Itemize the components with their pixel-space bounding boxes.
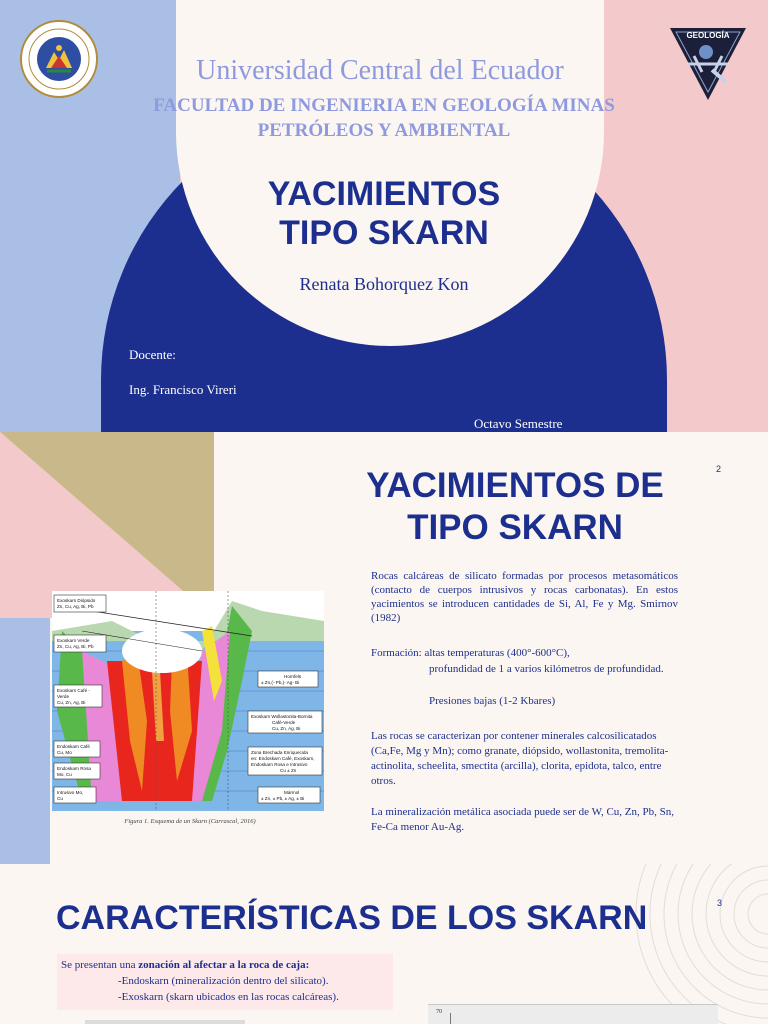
chart-axis <box>450 1013 451 1024</box>
university-name: Universidad Central del Ecuador <box>196 55 564 86</box>
fig-label-exoskarn-diopsido: Exoskarn Diópsido <box>57 598 96 603</box>
formation-depth: profundidad de 1 a varios kilómetros de profundidad. <box>429 663 664 675</box>
fig-label-exoskarn-cafe: Exoskarn Café - <box>57 688 90 693</box>
chart-preview <box>428 1004 718 1024</box>
mineralization-paragraph: La mineralización metálica asociada puede ser de W, Cu, Zn, Pb, Sn, Fe-Ca menor Au-Ag. <box>371 806 675 833</box>
fig-label-exoskarn-cafe-verde: Verde <box>57 694 70 699</box>
faculty-line-2: PETRÓLEOS Y AMBIENTAL <box>257 120 511 141</box>
figure-caption: Figura 1. Esquema de un Skarn (Carrascal, 2016) <box>124 818 256 825</box>
title-slide <box>0 0 768 432</box>
formation-label: Formación: altas temperaturas (400°-600°C), <box>371 647 570 659</box>
zonation-intro-bold: zonación al afectar a la roca de caja: <box>138 959 310 971</box>
fig-label-exoskarn-wollastonita-metals: Cu, Zn, Ag, Bi <box>272 726 301 731</box>
minerals-paragraph: Las rocas se caracterizan por contener minerales calcosilicatados (Ca,Fe, Mg y Mn); como granate, diópsido, wollastonita, tremolita-actinolita, scheelita, smectita (arcilla), clorita, epidota, talco, entre otros. <box>371 730 669 787</box>
fig-label-exoskarn-verde: Exoskarn Verde <box>57 638 90 643</box>
concentric-circles-decor <box>600 864 768 1024</box>
chart-tick-label: 70 <box>436 1009 442 1015</box>
slide2-title-line-1: YACIMIENTOS DE <box>366 466 664 505</box>
skarn-diagram <box>52 591 324 811</box>
docente-label: Docente: <box>129 347 176 362</box>
fig-label-endoskarn-cafe-metals: Cu, Mo <box>57 750 72 755</box>
slide2-title-line-2: TIPO SKARN <box>407 508 623 547</box>
fig-label-intrusivo: Intrusivo Mo, <box>57 790 84 795</box>
fig-label-endoskarn-rosa-metals: Mo, Cu <box>57 772 72 777</box>
fig-label-intrusivo-metals: Cu <box>57 796 63 801</box>
slide3-title: CARACTERÍSTICAS DE LOS SKARN <box>56 899 648 937</box>
definition-paragraph: Rocas calcáreas de silicato formadas por procesos metasomáticos (contacto de cuerpos intrusivos y rocas carbonatas). En estos yacimientos se introducen cantidades de Si, Al, Fe y Mg. Smirnov (1982) <box>371 570 678 624</box>
fig-label-marmol: Mármol <box>284 790 300 795</box>
fig-label-endoskarn-rosa: Endoskarn Rosa <box>57 766 91 771</box>
characteristics-slide <box>0 864 768 1024</box>
author-name: Renata Bohorquez Kon <box>299 274 469 294</box>
fig-label-hornfels: Hornfels <box>284 674 302 679</box>
skarn-figure <box>52 591 324 811</box>
fig-label-exoskarn-diopsido-metals: Zn, Cu, Ag, Bi, Pb <box>57 604 94 609</box>
zonation-intro-plain: Se presentan una <box>61 959 139 971</box>
fig-label-zona-brechada-metals: Cu ± Zn <box>280 768 297 773</box>
exoskarn-item: -Exoskarn (skarn ubicados en las rocas calcáreas). <box>118 991 339 1003</box>
university-seal-logo <box>20 20 98 98</box>
fig-label-hornfels-metals: ± Zn,(- Pb,)- Ag- Bi <box>261 680 300 685</box>
fig-label-zona-brechada-2: en: Endoskarn Café, Exoskarn, <box>251 756 315 761</box>
geology-logo <box>668 26 748 102</box>
semester: Octavo Semestre <box>474 416 563 431</box>
endoskarn-item: -Endoskarn (mineralización dentro del silicato). <box>118 975 329 987</box>
fig-label-exoskarn-verde-metals: Zn, Cu, Ag, Bi, Pb <box>57 644 94 649</box>
fig-label-marmol-metals: ± Zn, ± Pb, ± Ag, ± Bi <box>261 796 305 801</box>
fig-label-exoskarn-wollastonita-2: Café-Verde <box>272 720 296 725</box>
title-line-2: TIPO SKARN <box>279 214 489 252</box>
fig-label-exoskarn-cafe-metals: Cu, Zn, Ag, Bi <box>57 700 86 705</box>
formation-pressure: Presiones bajas (1-2 Kbares) <box>429 695 556 707</box>
figure-top-edge <box>85 1020 245 1024</box>
page-number: 2 <box>716 464 722 474</box>
fig-label-zona-brechada-3: Endoskarn Rosa e Intrusivo <box>251 762 308 767</box>
page-number: 3 <box>717 898 723 908</box>
zonation-intro <box>61 958 309 973</box>
docente-name: Ing. Francisco Vireri <box>129 382 237 397</box>
faculty-line-1: FACULTAD DE INGENIERIA EN GEOLOGÍA MINAS <box>153 95 615 116</box>
zonation-box <box>57 954 393 1010</box>
fig-label-endoskarn-cafe: Endoskarn Café <box>57 744 90 749</box>
fig-label-exoskarn-wollastonita: Exoskarn Wollastonita-Bornita <box>251 714 313 719</box>
fig-label-zona-brechada: Zona Brechada Enriquecida <box>251 750 308 755</box>
definition-slide <box>0 432 768 864</box>
title-line-1: YACIMIENTOS <box>267 175 501 213</box>
logo-text: GEOLOGÍA <box>686 31 730 40</box>
